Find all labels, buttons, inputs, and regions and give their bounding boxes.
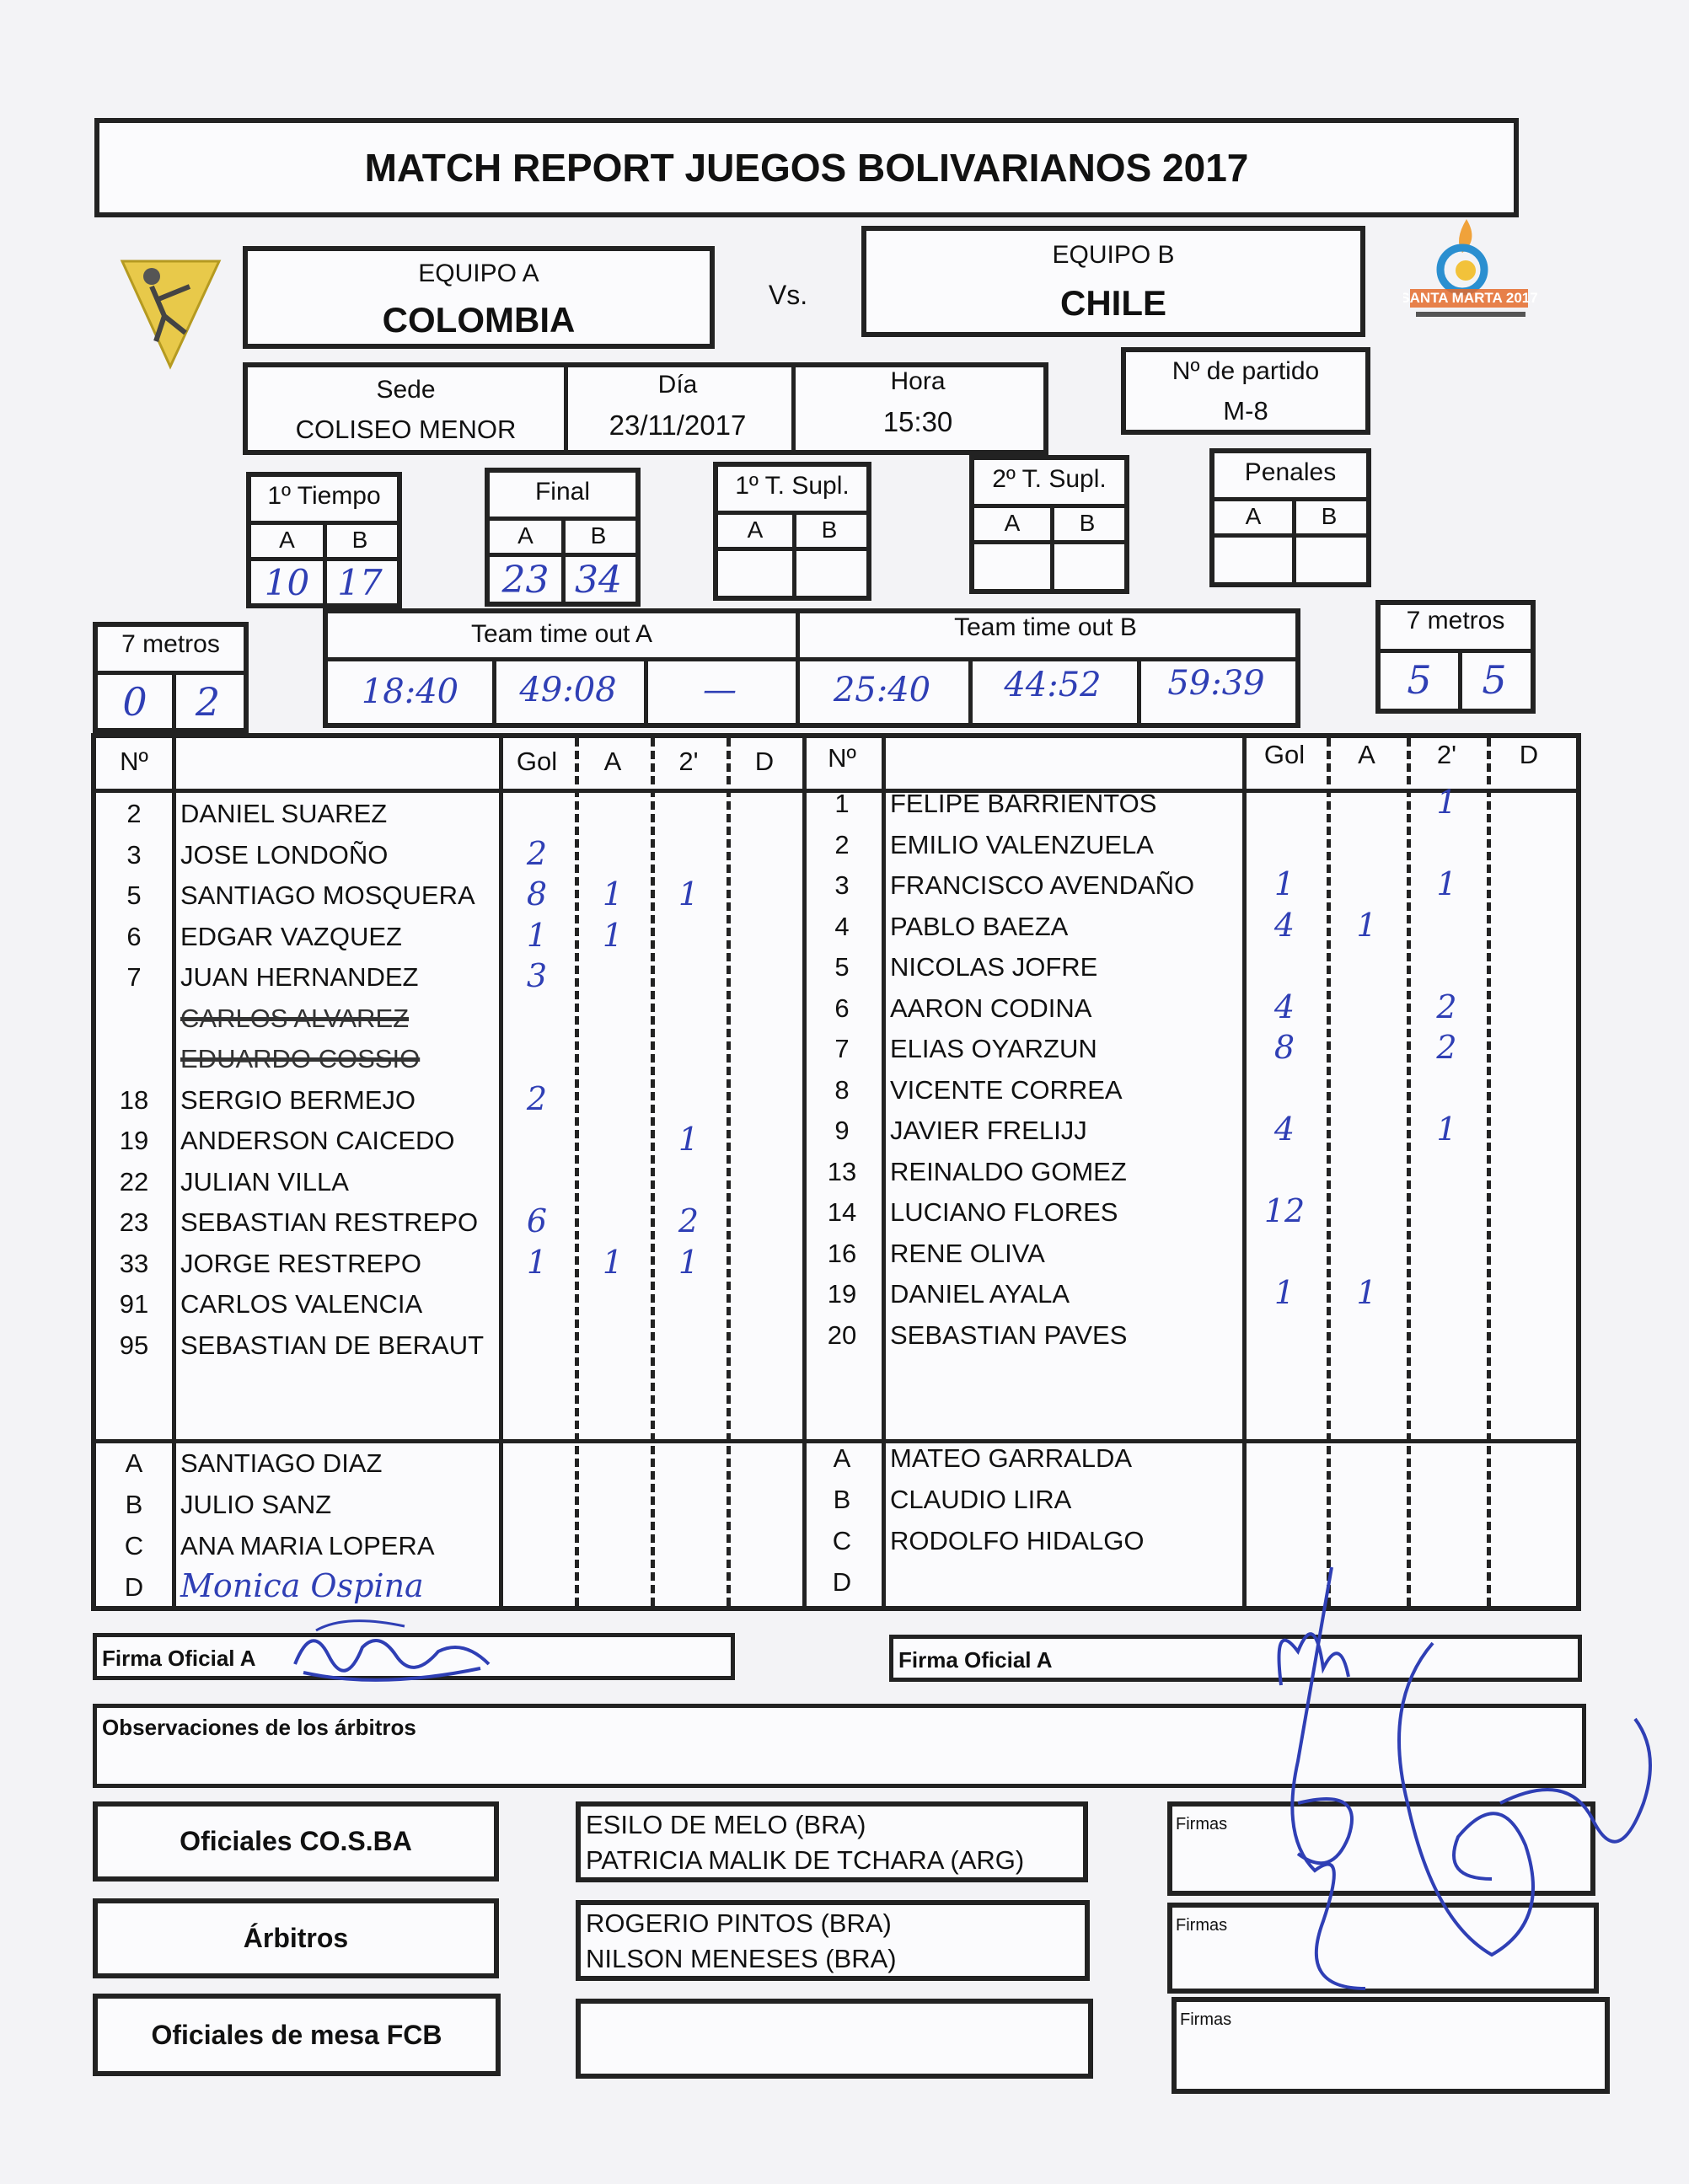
player-name: DANIEL SUAREZ [180, 799, 388, 828]
siete-metros-b [1375, 600, 1536, 714]
player-name: CARLOS ALVAREZ [180, 1003, 410, 1033]
player-name: RENE OLIVA [890, 1238, 1045, 1268]
arbitros-label: Árbitros [243, 1923, 349, 1953]
header-a-b: A [1358, 740, 1375, 769]
player-dos: 2 [678, 1202, 700, 1239]
header-gol-b: Gol [1263, 740, 1306, 769]
player-name: LUCIANO FLORES [890, 1197, 1118, 1227]
player-name: SANTIAGO MOSQUERA [180, 881, 475, 910]
header-d-a: D [754, 747, 775, 776]
player-name: SERGIO BERMEJO [180, 1084, 416, 1115]
t-supl-1-b [792, 549, 866, 596]
siete-metros-a-label: 7 metros [121, 630, 220, 658]
arbitro-name-2: NILSON MENESES (BRA) [586, 1944, 897, 1973]
signature-oficial-a [278, 1605, 506, 1698]
player-a: 1 [1356, 906, 1377, 944]
official-name: MATEO GARRALDA [890, 1443, 1133, 1473]
player-gol: 6 [526, 1202, 548, 1239]
official-name: ANA MARIA LOPERA [180, 1531, 435, 1560]
player-gol: 1 [526, 916, 548, 954]
final-b: 34 [575, 558, 622, 602]
player-name: ANDERSON CAICEDO [180, 1126, 455, 1155]
player-dos: 1 [1436, 865, 1457, 902]
observaciones-label: Observaciones de los árbitros [102, 1715, 416, 1740]
official-name: CLAUDIO LIRA [890, 1485, 1072, 1514]
timeout-b-1: 25:40 [833, 671, 931, 709]
primer-tiempo-b: 17 [337, 562, 383, 603]
player-dos: 2 [1436, 988, 1457, 1025]
hora-label: Hora [890, 367, 946, 395]
partido-label: Nº de partido [1172, 357, 1320, 385]
vs-label: Vs. [768, 279, 808, 310]
player-number: 23 [119, 1207, 149, 1237]
col-a-label: A [517, 522, 534, 549]
official-name: SANTIAGO DIAZ [180, 1448, 383, 1478]
siete-metros-a [93, 622, 249, 733]
player-name: AARON CODINA [890, 993, 1092, 1023]
player-number: 5 [126, 881, 142, 910]
official-letter: C [832, 1526, 852, 1555]
official-letter: A [833, 1443, 851, 1473]
cosba-firmas-label: Firmas [1176, 1815, 1228, 1833]
player-number: 18 [119, 1084, 149, 1115]
official-name: RODOLFO HIDALGO [890, 1526, 1145, 1555]
player-number: 3 [834, 870, 850, 900]
title-box [94, 118, 1519, 217]
player-name: FRANCISCO AVENDAÑO [890, 870, 1195, 900]
player-number: 4 [834, 911, 850, 941]
mesa-names-box [576, 1999, 1093, 2079]
player-gol: 8 [526, 875, 548, 913]
official-letter: A [125, 1448, 143, 1478]
timeout-b-label: Team time out B [954, 613, 1137, 641]
col-b-label: B [351, 527, 368, 553]
score-penales [1209, 448, 1371, 587]
player-a: 1 [602, 916, 624, 954]
player-number: 14 [827, 1197, 857, 1227]
player-number: 5 [834, 952, 850, 982]
official-letter: D [124, 1572, 144, 1602]
col-a-label: A [279, 527, 295, 553]
player-name: REINALDO GOMEZ [890, 1156, 1127, 1186]
player-gol: 12 [1263, 1192, 1306, 1229]
team-a-box [243, 246, 715, 349]
header-d-b: D [1519, 740, 1539, 769]
col-b-label: B [1321, 503, 1338, 529]
cosba-label-box [93, 1801, 499, 1882]
team-b-name: CHILE [1060, 283, 1166, 323]
dia-value: 23/11/2017 [609, 410, 747, 441]
official-name: Monica Ospina [180, 1567, 424, 1604]
player-number: 13 [827, 1156, 857, 1186]
header-gol-a: Gol [516, 747, 558, 776]
player-name: JUAN HERNANDEZ [180, 962, 419, 992]
t-supl-2-a [974, 543, 1050, 589]
penales-b [1292, 536, 1366, 582]
partido-box [1121, 347, 1370, 435]
player-gol: 1 [1273, 1274, 1295, 1311]
primer-tiempo-label: 1º Tiempo [267, 482, 381, 510]
primer-tiempo-a: 10 [264, 562, 310, 603]
handball-federation-logo [118, 253, 223, 371]
player-number: 8 [834, 1074, 850, 1105]
siete-metros-b-v1: 5 [1407, 657, 1432, 703]
player-a: 1 [1356, 1274, 1377, 1311]
header-num-b: Nº [828, 743, 856, 773]
player-dos: 1 [1436, 784, 1457, 821]
team-b-label: EQUIPO B [1052, 241, 1175, 269]
player-number: 91 [119, 1289, 149, 1319]
penales-label: Penales [1244, 458, 1337, 486]
col-b-label: B [590, 522, 607, 549]
player-gol: 4 [1273, 1111, 1295, 1148]
timeout-a-3: — [703, 671, 737, 709]
arbitro-name-1: ROGERIO PINTOS (BRA) [586, 1908, 892, 1938]
player-number: 6 [834, 993, 850, 1023]
firma-oficial-a-label: Firma Oficial A [102, 1646, 256, 1671]
player-gol: 4 [1273, 988, 1295, 1025]
player-gol: 2 [526, 1079, 548, 1117]
player-number: 2 [834, 829, 850, 859]
player-number: 19 [827, 1279, 857, 1309]
score-t-supl-1 [713, 462, 871, 601]
sede-label: Sede [376, 376, 436, 404]
svg-text:SANTA MARTA 2017: SANTA MARTA 2017 [1403, 290, 1538, 306]
signature-oficial-b [1247, 1483, 1669, 2022]
header-2min-b: 2' [1436, 740, 1457, 769]
mesa-label-box [93, 1994, 501, 2076]
player-number: 6 [126, 921, 142, 951]
t-supl-1-label: 1º T. Supl. [735, 472, 850, 500]
player-a: 1 [602, 875, 624, 913]
player-gol: 1 [1273, 865, 1295, 902]
player-name: EDGAR VAZQUEZ [180, 921, 402, 951]
player-dos: 1 [678, 875, 700, 913]
col-a-label: A [1004, 510, 1021, 536]
player-gol: 4 [1273, 906, 1295, 944]
player-dos: 2 [1436, 1029, 1457, 1066]
player-name: EMILIO VALENZUELA [890, 829, 1154, 859]
player-dos: 1 [678, 1243, 700, 1281]
arbitros-firmas-label: Firmas [1176, 1916, 1228, 1935]
timeout-a-2: 49:08 [519, 671, 617, 709]
header-num-a: Nº [120, 747, 148, 776]
sede-value: COLISEO MENOR [295, 415, 517, 444]
player-dos: 1 [1436, 1111, 1457, 1148]
mesa-firmas-label: Firmas [1180, 2010, 1232, 2029]
player-number: 2 [126, 799, 142, 828]
timeout-a-1: 18:40 [361, 672, 459, 711]
player-number: 33 [119, 1248, 149, 1278]
score-final [485, 468, 641, 607]
col-a-label: A [1245, 503, 1262, 529]
player-name: SEBASTIAN RESTREPO [180, 1207, 479, 1237]
score-t-supl-2 [969, 455, 1129, 594]
roster-table [91, 733, 1581, 1611]
team-b-box [861, 226, 1365, 337]
final-label: Final [534, 478, 591, 506]
final-a: 23 [501, 558, 550, 602]
firma-oficial-b-label: Firma Oficial A [898, 1647, 1053, 1673]
arbitros-names-box [576, 1900, 1090, 1981]
col-a-label: A [747, 517, 764, 543]
col-b-label: B [1079, 510, 1096, 536]
timeout-b-2: 44:52 [1004, 666, 1102, 704]
santa-marta-2017-logo [1403, 215, 1538, 324]
header-a-a: A [603, 747, 622, 776]
player-name: FELIPE BARRIENTOS [890, 789, 1157, 818]
cosba-name-1: ESILO DE MELO (BRA) [586, 1810, 866, 1839]
player-name: VICENTE CORREA [890, 1074, 1123, 1105]
player-name: ELIAS OYARZUN [890, 1034, 1097, 1063]
score-primer-tiempo [246, 472, 402, 608]
player-gol: 8 [1273, 1029, 1295, 1066]
player-name: SEBASTIAN PAVES [890, 1320, 1128, 1350]
t-supl-1-a [718, 549, 792, 596]
page-title: MATCH REPORT JUEGOS BOLIVARIANOS 2017 [364, 146, 1249, 190]
cosba-name-2: PATRICIA MALIK DE TCHARA (ARG) [586, 1845, 1025, 1875]
player-name: JAVIER FRELIJJ [890, 1116, 1087, 1145]
player-number: 95 [119, 1330, 149, 1360]
player-name: DANIEL AYALA [890, 1279, 1070, 1309]
siete-metros-a-v1: 0 [122, 679, 147, 725]
cosba-names-box [576, 1801, 1088, 1882]
team-a-label: EQUIPO A [418, 260, 539, 287]
timeout-a-label: Team time out A [470, 620, 653, 648]
mesa-label: Oficiales de mesa FCB [151, 2019, 442, 2050]
t-supl-2-b [1050, 543, 1124, 589]
player-number: 1 [834, 789, 850, 818]
player-a: 1 [602, 1243, 624, 1281]
info-venue-date-time [243, 362, 1048, 455]
player-name: NICOLAS JOFRE [890, 952, 1098, 982]
siete-metros-b-label: 7 metros [1406, 607, 1505, 634]
t-supl-2-label: 2º T. Supl. [992, 465, 1107, 493]
player-number: 7 [126, 962, 142, 992]
player-gol: 3 [526, 957, 548, 994]
arbitros-label-box [93, 1898, 499, 1978]
hora-value: 15:30 [882, 406, 953, 437]
dia-label: Día [657, 371, 698, 399]
header-2min-a: 2' [678, 747, 699, 776]
player-number: 9 [834, 1116, 850, 1145]
official-letter: B [833, 1485, 851, 1514]
player-number: 7 [834, 1034, 850, 1063]
player-name: SEBASTIAN DE BERAUT [180, 1330, 485, 1360]
player-number: 16 [827, 1238, 857, 1268]
player-name: EDUARDO COSSIO [180, 1044, 421, 1073]
player-number: 22 [119, 1166, 149, 1196]
team-a-name: COLOMBIA [382, 300, 576, 340]
official-letter: B [125, 1490, 143, 1519]
timeout-b-3: 59:39 [1167, 664, 1265, 703]
player-number: 20 [827, 1320, 857, 1350]
official-letter: C [124, 1531, 144, 1560]
player-name: JORGE RESTREPO [180, 1248, 421, 1278]
cosba-label: Oficiales CO.S.BA [180, 1826, 412, 1856]
siete-metros-a-v2: 2 [195, 679, 221, 725]
player-gol: 1 [526, 1243, 548, 1281]
siete-metros-b-v2: 5 [1482, 657, 1507, 703]
penales-a [1214, 536, 1292, 582]
team-timeouts [323, 608, 1300, 728]
player-gol: 2 [526, 834, 548, 872]
player-name: CARLOS VALENCIA [180, 1289, 423, 1319]
official-letter: D [832, 1567, 852, 1597]
player-name: JULIAN VILLA [180, 1166, 349, 1196]
partido-value: M-8 [1223, 396, 1268, 426]
player-number: 19 [119, 1126, 149, 1155]
player-name: PABLO BAEZA [890, 911, 1069, 941]
player-number: 3 [126, 839, 142, 870]
col-b-label: B [821, 517, 838, 543]
official-name: JULIO SANZ [180, 1490, 332, 1519]
player-name: JOSE LONDOÑO [180, 839, 389, 870]
player-dos: 1 [678, 1121, 700, 1158]
